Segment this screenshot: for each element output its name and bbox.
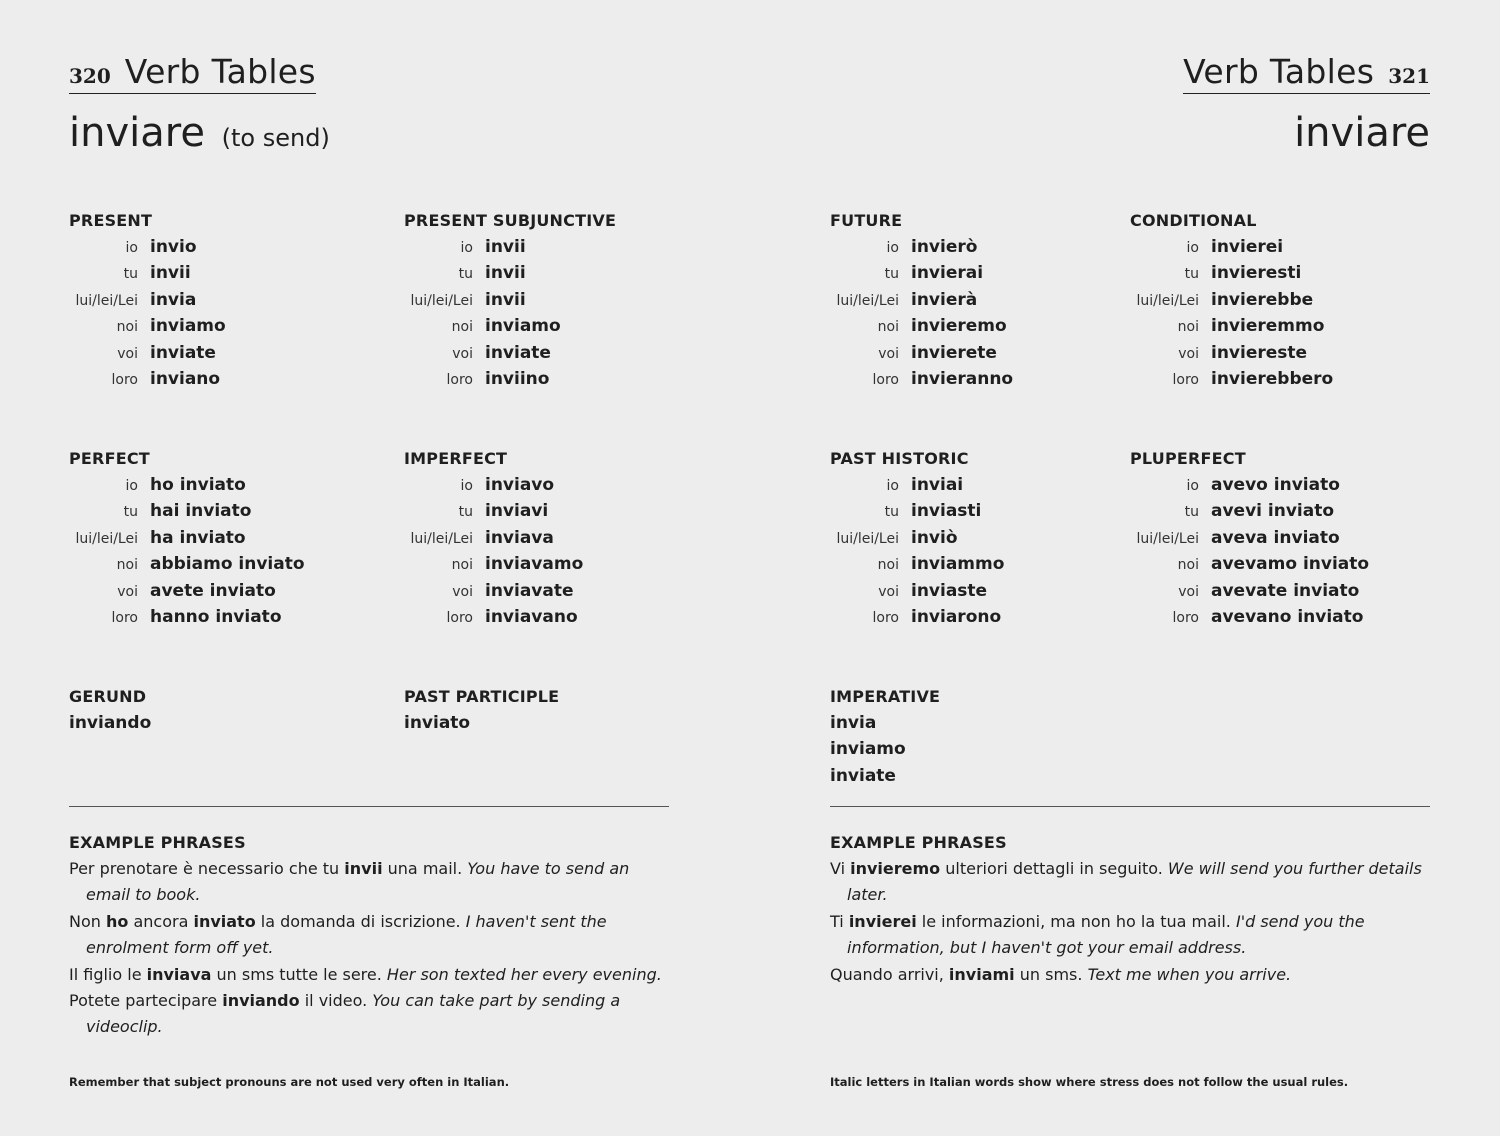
divider [69, 806, 669, 807]
conj-row [830, 313, 1130, 339]
conj-row [404, 366, 704, 392]
tense-heading: GERUND [69, 687, 147, 706]
pronoun: loro [111, 371, 138, 388]
verb-form: avevate inviato [1211, 580, 1360, 601]
pronoun: noi [1177, 319, 1199, 336]
conj-row [69, 525, 369, 551]
pronoun: io [1186, 478, 1199, 494]
gerund-block [69, 684, 369, 736]
verb-form: inviate [150, 342, 216, 363]
conj-row [830, 340, 1130, 366]
page-header [69, 52, 316, 94]
conj-row [69, 340, 369, 366]
conj-row [1130, 604, 1430, 630]
tense-heading: CONDITIONAL [1130, 211, 1257, 230]
pronoun: tu [884, 266, 899, 283]
verb-form: invierebbero [1211, 368, 1334, 389]
conj-row [830, 498, 1130, 524]
pronoun: tu [458, 504, 473, 521]
verb-form: inviaste [911, 580, 988, 601]
verb-form: invia [830, 713, 877, 733]
pronoun: loro [872, 609, 899, 626]
pronoun: tu [123, 266, 138, 283]
verb-form: avevano inviato [1211, 606, 1364, 627]
pronoun: tu [458, 266, 473, 283]
verb-form: inviate [485, 342, 551, 363]
pronoun: voi [117, 345, 138, 362]
conj-row [1130, 340, 1430, 366]
conj-row [1130, 578, 1430, 604]
verb-form: inviasti [911, 501, 982, 522]
tense-heading: FUTURE [830, 211, 903, 230]
verb-form: invierà [911, 289, 978, 310]
conj-row [69, 234, 369, 260]
conj-row [404, 287, 704, 313]
pronoun: lui/lei/Lei [836, 292, 899, 309]
verb-form: inviavate [485, 580, 574, 601]
example-phrases [69, 830, 669, 1041]
conj-row [404, 260, 704, 286]
divider [830, 806, 1430, 807]
verb-form: invierei [1211, 237, 1284, 257]
conj-row [69, 313, 369, 339]
right-page [830, 0, 1430, 1136]
conj-row [830, 287, 1130, 313]
verb-form: invii [150, 263, 191, 284]
verb-form: avevo inviato [1211, 475, 1340, 495]
tense-conditional [1130, 208, 1430, 392]
conj-row [404, 498, 704, 524]
pronoun: lui/lei/Lei [410, 530, 473, 547]
example-phrase: Non ho ancora inviato la domanda di iscrizione. I haven't sent the enrolment form off yet. [69, 911, 607, 958]
verb-form: inviando [69, 713, 152, 733]
verb-form: aveva inviato [1211, 527, 1340, 548]
verb-form: invieremo [911, 316, 1007, 337]
conj-row [830, 525, 1130, 551]
conj-row [404, 313, 704, 339]
verb-form: inviavamo [485, 554, 584, 575]
verb-form: invieresti [1211, 263, 1302, 284]
verb-form: invieranno [911, 368, 1014, 389]
verb-form: inviammo [911, 554, 1005, 575]
tense-heading: PAST PARTICIPLE [404, 687, 560, 706]
examples-heading: EXAMPLE PHRASES [69, 833, 246, 852]
verb-form: hai inviato [150, 501, 252, 522]
conj-row [830, 472, 1130, 498]
pronoun: lui/lei/Lei [410, 292, 473, 309]
example-phrase: Quando arrivi, inviami un sms. Text me when you arrive. [830, 964, 1292, 984]
conj-row [1130, 260, 1430, 286]
verb-title [1294, 110, 1430, 156]
tense-heading: PLUPERFECT [1130, 449, 1246, 468]
pronoun: tu [1184, 504, 1199, 521]
conj-row [69, 366, 369, 392]
pronoun: voi [452, 583, 473, 600]
verb-form: inviereste [1211, 342, 1308, 363]
pronoun: voi [117, 583, 138, 600]
pronoun: io [1186, 240, 1199, 256]
verb-form: avevamo inviato [1211, 554, 1370, 575]
conj-row [1130, 366, 1430, 392]
imperative-block [830, 684, 1130, 789]
conj-row [69, 604, 369, 630]
conj-row [69, 287, 369, 313]
tense-present-subjunctive [404, 208, 704, 392]
example-phrase: Per prenotare è necessario che tu invii una mail. You have to send an email to book. [69, 859, 630, 905]
pronoun: noi [451, 319, 473, 336]
example-phrase: Vi invieremo ulteriori dettagli in seguito. We will send you further details later. [830, 859, 1422, 905]
verb-form: invierò [911, 237, 978, 257]
example-phrase: Il figlio le inviava un sms tutte le sere. Her son texted her every evening. [69, 964, 662, 984]
verb-form: inviate [830, 765, 896, 786]
tense-perfect [69, 446, 369, 630]
pronoun: lui/lei/Lei [75, 292, 138, 309]
pronoun: noi [116, 319, 138, 336]
pronoun: tu [1184, 266, 1199, 283]
pronoun: loro [872, 371, 899, 388]
conj-row [1130, 551, 1430, 577]
footnote: Italic letters in Italian words show where stress does not follow the usual rules. [830, 1075, 1349, 1089]
pronoun: voi [878, 583, 899, 600]
pronoun: loro [446, 371, 473, 388]
pronoun: voi [1178, 583, 1199, 600]
tense-past-historic [830, 446, 1130, 630]
conj-row [404, 551, 704, 577]
verb-form: hanno inviato [150, 606, 282, 627]
pronoun: voi [1178, 345, 1199, 362]
conj-row [404, 604, 704, 630]
pronoun: noi [116, 557, 138, 574]
example-phrases [830, 830, 1430, 988]
conj-row [404, 578, 704, 604]
verb-form: avete inviato [150, 580, 276, 601]
verb-form: invio [150, 237, 197, 257]
verb-form: inviamo [150, 316, 226, 337]
conj-row [830, 260, 1130, 286]
section-title: Verb Tables [124, 52, 316, 91]
conj-row [404, 525, 704, 551]
verb-form: inviò [911, 527, 958, 548]
conj-row [1130, 313, 1430, 339]
tense-heading: PRESENT [69, 211, 153, 230]
conj-row [69, 260, 369, 286]
conj-row [830, 551, 1130, 577]
verb-form: invierete [911, 342, 997, 363]
verb-form: invierebbe [1211, 289, 1314, 310]
verb-form: invii [485, 263, 526, 284]
verb-form: inviamo [830, 739, 906, 760]
example-phrase: Ti invierei le informazioni, ma non ho la tua mail. I'd send you the information, but I haven't got your email address. [830, 911, 1365, 958]
conj-row [1130, 472, 1430, 498]
pronoun: io [125, 240, 138, 256]
pronoun: io [460, 240, 473, 256]
example-phrase: Potete partecipare inviando il video. You can take part by sending a videoclip. [69, 991, 621, 1037]
tense-imperfect [404, 446, 704, 630]
verb-form: inviamo [485, 316, 561, 337]
conj-row [1130, 525, 1430, 551]
page-header [1183, 52, 1430, 94]
verb-form: inviavano [485, 606, 578, 627]
tense-heading: IMPERFECT [404, 449, 508, 468]
conj-row [830, 604, 1130, 630]
pronoun: loro [1172, 609, 1199, 626]
verb-form: invierai [911, 263, 984, 284]
conj-row [404, 472, 704, 498]
verb-title [69, 110, 330, 156]
tense-pluperfect [1130, 446, 1430, 630]
conj-row [69, 498, 369, 524]
conj-row [69, 472, 369, 498]
pronoun: tu [884, 504, 899, 521]
verb-form: inviato [404, 713, 471, 733]
pronoun: tu [123, 504, 138, 521]
pronoun: noi [877, 557, 899, 574]
verb-form: inviavo [485, 475, 555, 495]
verb-form: ha inviato [150, 527, 246, 548]
pronoun: loro [446, 609, 473, 626]
tense-future [830, 208, 1130, 392]
verb-form: abbiamo inviato [150, 554, 305, 575]
pronoun: noi [877, 319, 899, 336]
conj-row [69, 551, 369, 577]
pronoun: noi [1177, 557, 1199, 574]
verb-form: avevi inviato [1211, 501, 1335, 522]
pronoun: lui/lei/Lei [1136, 292, 1199, 309]
pronoun: io [886, 478, 899, 494]
pronoun: io [886, 240, 899, 256]
footnote: Remember that subject pronouns are not used very often in Italian. [69, 1075, 510, 1089]
pronoun: lui/lei/Lei [836, 530, 899, 547]
conj-row [830, 578, 1130, 604]
tense-present [69, 208, 369, 392]
verb-form: inviai [911, 475, 964, 495]
conj-row [69, 578, 369, 604]
conj-row [1130, 287, 1430, 313]
pronoun: voi [878, 345, 899, 362]
pronoun: io [460, 478, 473, 494]
tense-heading: IMPERATIVE [830, 687, 941, 706]
verb-infinitive: inviare [69, 110, 205, 156]
section-title: Verb Tables [1183, 52, 1375, 91]
verb-form: invieremmo [1211, 316, 1325, 337]
conj-row [404, 234, 704, 260]
verb-form: inviano [150, 368, 221, 389]
verb-form: invii [485, 289, 526, 310]
verb-form: inviavi [485, 501, 549, 522]
page-number: 321 [1388, 64, 1430, 88]
examples-heading: EXAMPLE PHRASES [830, 833, 1007, 852]
conj-row [1130, 498, 1430, 524]
conj-row [404, 340, 704, 366]
conj-row [830, 366, 1130, 392]
verb-gloss: (to send) [221, 124, 330, 152]
conj-row [1130, 234, 1430, 260]
verb-form: invia [150, 289, 197, 310]
left-page [69, 0, 669, 1136]
pronoun: voi [452, 345, 473, 362]
verb-form: inviava [485, 527, 554, 548]
tense-heading: PRESENT SUBJUNCTIVE [404, 211, 617, 230]
pronoun: lui/lei/Lei [1136, 530, 1199, 547]
page-number: 320 [69, 64, 111, 88]
verb-form: invii [485, 237, 526, 257]
pronoun: loro [1172, 371, 1199, 388]
verb-form: inviarono [911, 606, 1002, 627]
pronoun: loro [111, 609, 138, 626]
pronoun: lui/lei/Lei [75, 530, 138, 547]
tense-heading: PERFECT [69, 449, 150, 468]
verb-infinitive: inviare [1294, 110, 1430, 156]
past-participle-block [404, 684, 704, 736]
conj-row [830, 234, 1130, 260]
tense-heading: PAST HISTORIC [830, 449, 969, 468]
pronoun: io [125, 478, 138, 494]
verb-form: ho inviato [150, 475, 246, 495]
verb-form: inviino [485, 368, 550, 389]
pronoun: noi [451, 557, 473, 574]
